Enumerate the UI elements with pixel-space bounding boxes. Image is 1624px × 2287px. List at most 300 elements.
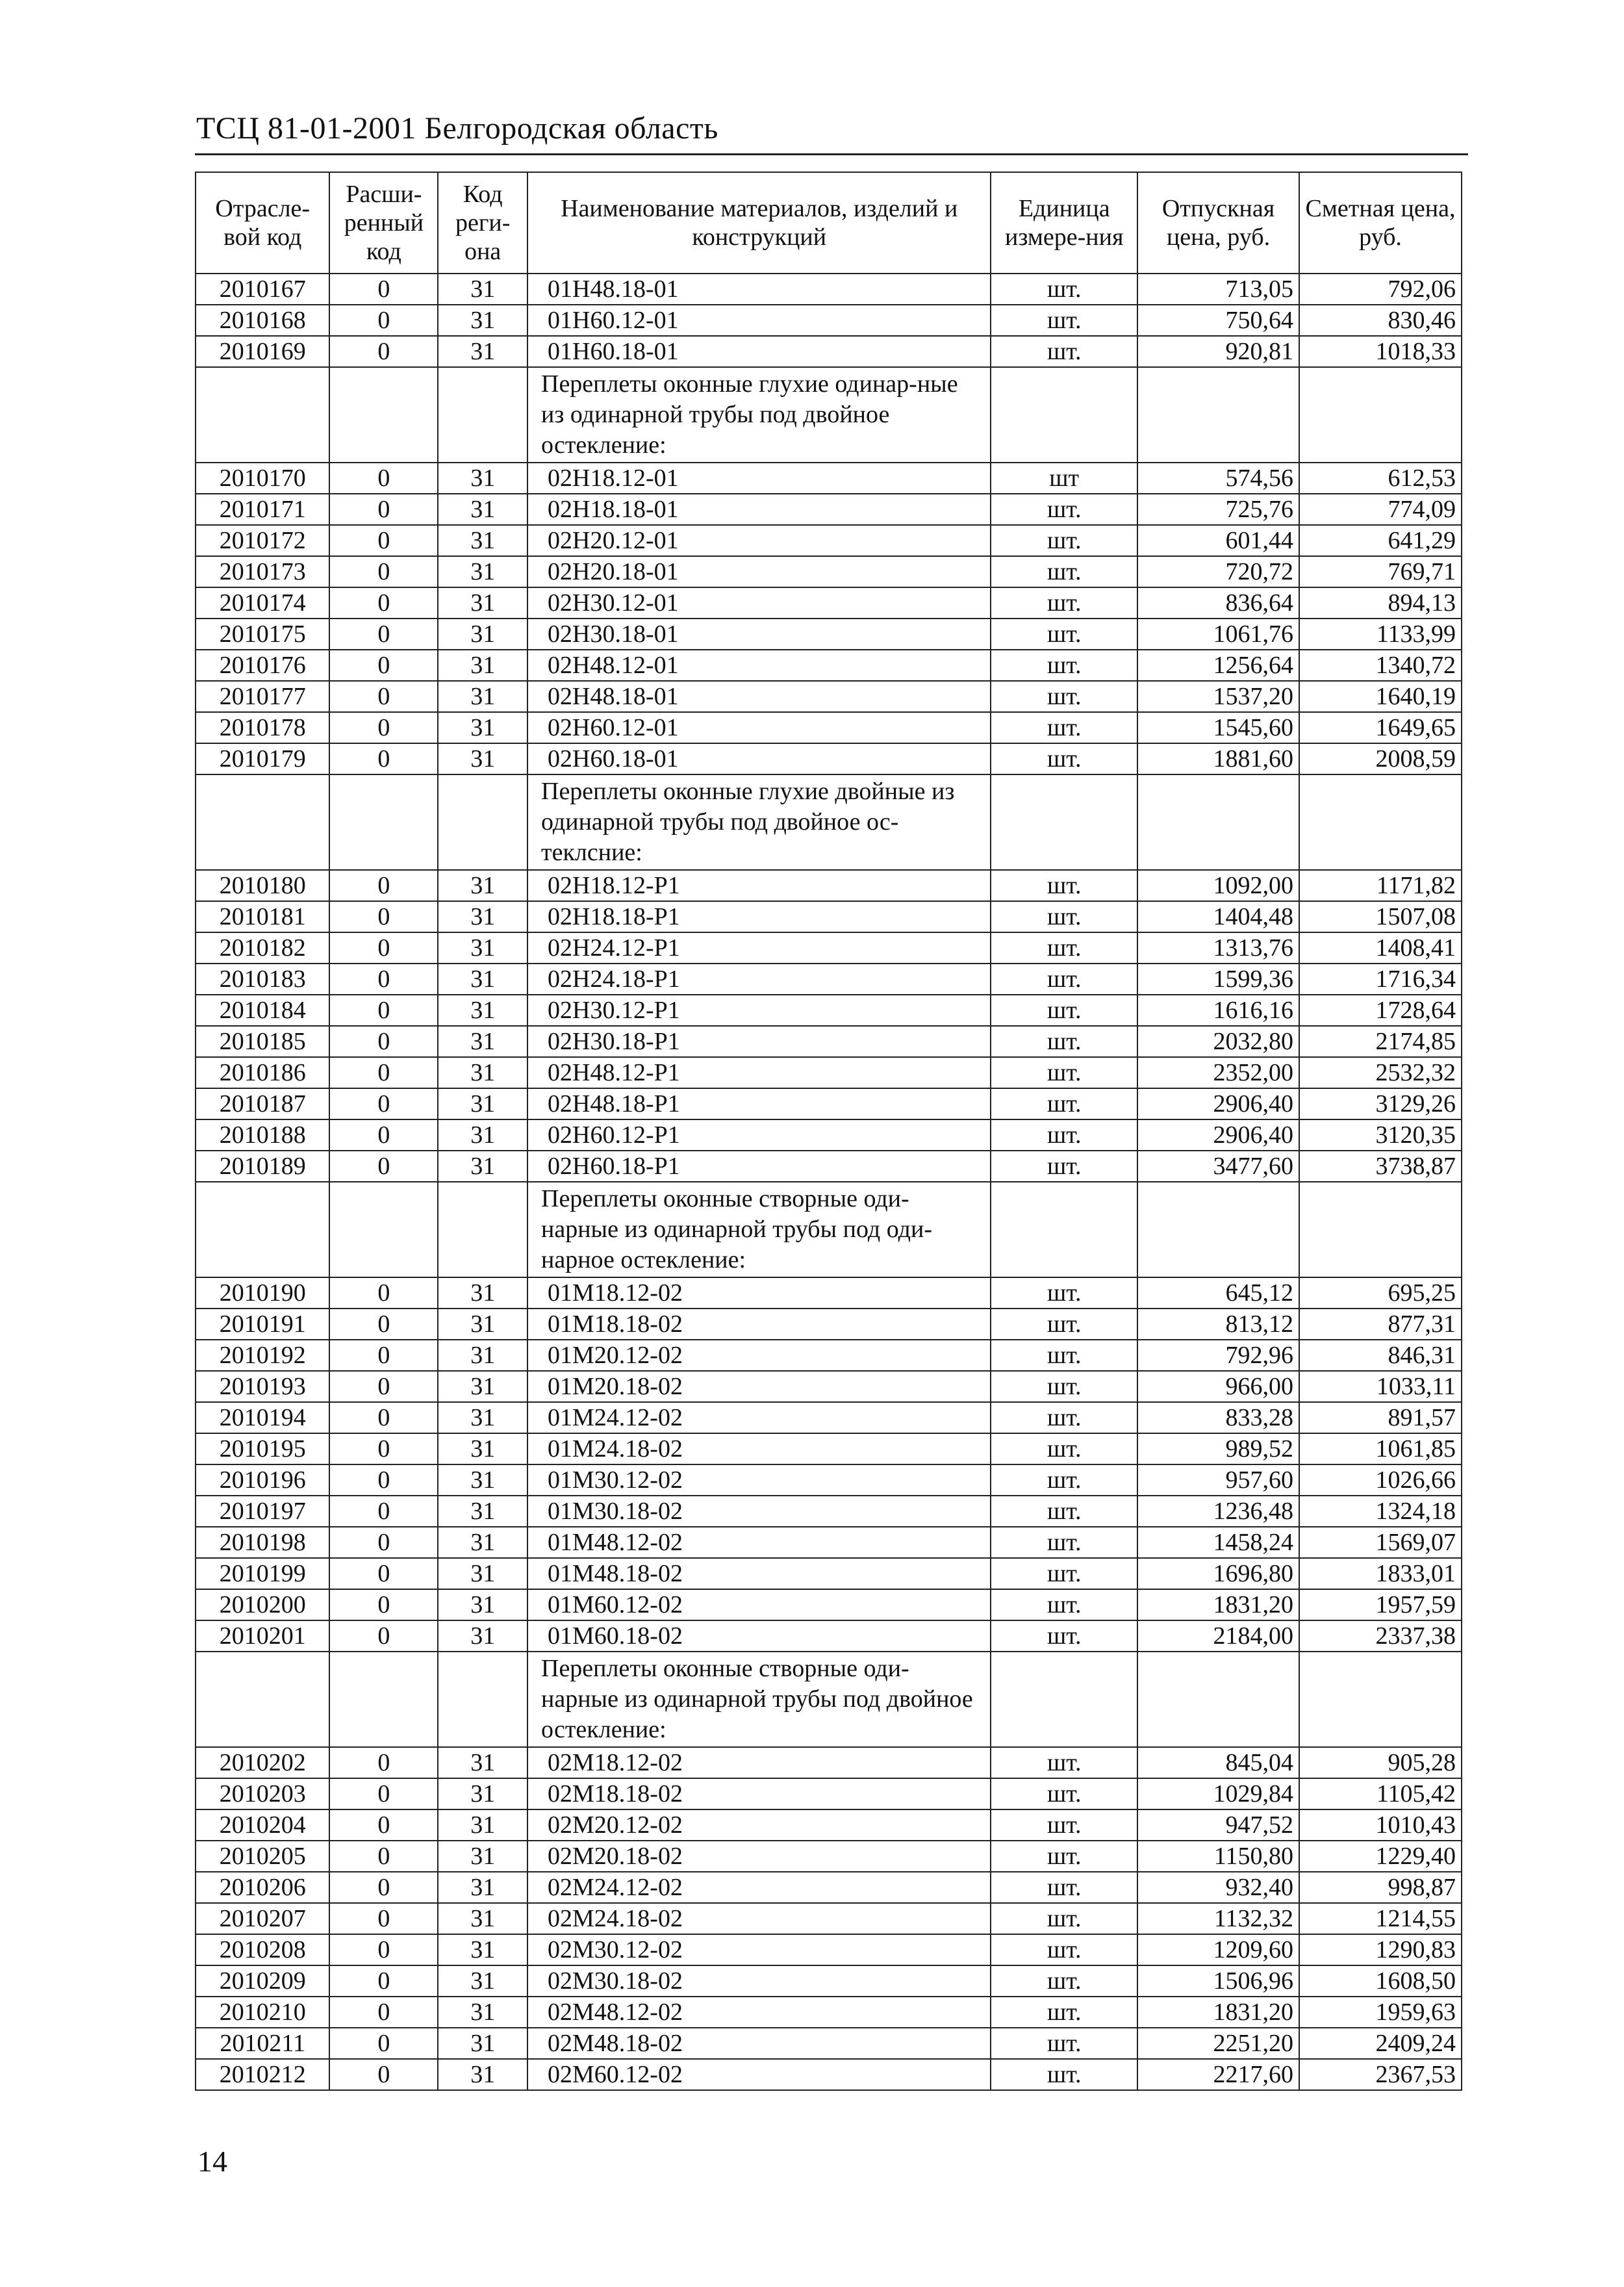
branch-code-cell: 2010167 [196,274,329,305]
column-header-release-price: Отпускная цена, руб. [1137,172,1299,274]
estimate-price-cell: 2532,32 [1299,1057,1462,1088]
unit-cell: шт. [991,1277,1137,1309]
release-price-cell: 720,72 [1137,556,1299,587]
table-row [196,336,1462,367]
branch-code-cell: 2010199 [196,1558,329,1589]
release-price-cell: 932,40 [1137,1872,1299,1903]
extended-code-cell: 0 [329,1903,438,1934]
unit-cell: шт. [991,2059,1137,2090]
release-price-cell: 1061,76 [1137,619,1299,650]
branch-code-cell: 2010203 [196,1778,329,1809]
table-row [196,1402,1462,1433]
unit-cell: шт. [991,1809,1137,1841]
extended-code-cell: 0 [329,1088,438,1119]
table-row [196,1088,1462,1119]
unit-cell: шт. [991,1558,1137,1589]
extended-code-cell: 0 [329,1997,438,2028]
table-body [196,274,1462,2090]
branch-code-cell: 2010201 [196,1620,329,1652]
table-row [196,1934,1462,1965]
table-row [196,1620,1462,1652]
unit-cell: шт. [991,1119,1137,1151]
extended-code-cell: 0 [329,2028,438,2059]
region-code-cell: 31 [438,1371,527,1402]
table-row [196,1464,1462,1496]
table-row [196,1026,1462,1057]
estimate-price-cell: 1957,59 [1299,1589,1462,1620]
estimate-price-cell: 891,57 [1299,1402,1462,1433]
section-heading: Переплеты оконные глухие одинар-ные из одинарной трубы под двойное остекление: [527,367,991,463]
material-name-cell: 01М60.18-02 [527,1620,991,1652]
material-name-cell: 02Н24.18-Р1 [527,964,991,995]
empty-cell [438,774,527,870]
table-row [196,1371,1462,1402]
extended-code-cell: 0 [329,1809,438,1841]
release-price-cell: 1092,00 [1137,870,1299,901]
extended-code-cell: 0 [329,1340,438,1371]
extended-code-cell: 0 [329,1934,438,1965]
table-row [196,305,1462,336]
branch-code-cell: 2010175 [196,619,329,650]
table-row [196,2059,1462,2090]
branch-code-cell: 2010207 [196,1903,329,1934]
estimate-price-cell: 3120,35 [1299,1119,1462,1151]
material-name-cell: 02М24.18-02 [527,1903,991,1934]
unit-cell: шт. [991,995,1137,1026]
release-price-cell: 1404,48 [1137,901,1299,932]
table-row [196,1872,1462,1903]
material-name-cell: 02М20.18-02 [527,1841,991,1872]
empty-cell [196,774,329,870]
empty-cell [438,1652,527,1747]
extended-code-cell: 0 [329,650,438,681]
region-code-cell: 31 [438,1464,527,1496]
region-code-cell: 31 [438,1778,527,1809]
empty-cell [1299,367,1462,463]
branch-code-cell: 2010188 [196,1119,329,1151]
unit-cell: шт. [991,1088,1137,1119]
empty-cell [1137,774,1299,870]
unit-cell: шт. [991,964,1137,995]
unit-cell: шт. [991,1309,1137,1340]
region-code-cell: 31 [438,1277,527,1309]
region-code-cell: 31 [438,932,527,964]
table-row [196,1277,1462,1309]
document-title: ТСЦ 81-01-2001 Белгородская область [196,111,718,146]
material-name-cell: 02М48.12-02 [527,1997,991,2028]
extended-code-cell: 0 [329,587,438,619]
estimate-price-cell: 1171,82 [1299,870,1462,901]
table-row [196,1841,1462,1872]
estimate-price-cell: 1507,08 [1299,901,1462,932]
estimate-price-cell: 1105,42 [1299,1778,1462,1809]
release-price-cell: 1831,20 [1137,1997,1299,2028]
material-name-cell: 02Н18.18-Р1 [527,901,991,932]
release-price-cell: 1458,24 [1137,1527,1299,1558]
region-code-cell: 31 [438,1340,527,1371]
material-name-cell: 02Н60.18-Р1 [527,1151,991,1182]
material-name-cell: 02М20.12-02 [527,1809,991,1841]
material-name-cell: 02М30.18-02 [527,1965,991,1997]
branch-code-cell: 2010183 [196,964,329,995]
release-price-cell: 750,64 [1137,305,1299,336]
table-row [196,712,1462,743]
estimate-price-cell: 1133,99 [1299,619,1462,650]
unit-cell: шт. [991,1620,1137,1652]
branch-code-cell: 2010202 [196,1747,329,1778]
unit-cell: шт. [991,901,1137,932]
material-name-cell: 01Н60.18-01 [527,336,991,367]
release-price-cell: 1256,64 [1137,650,1299,681]
empty-cell [1299,1182,1462,1277]
section-heading: Переплеты оконные створные оди-нарные из одинарной трубы под двойное остекление: [527,1652,991,1747]
unit-cell: шт. [991,1872,1137,1903]
unit-cell: шт. [991,336,1137,367]
empty-cell [196,1652,329,1747]
extended-code-cell: 0 [329,1589,438,1620]
region-code-cell: 31 [438,587,527,619]
branch-code-cell: 2010173 [196,556,329,587]
extended-code-cell: 0 [329,901,438,932]
release-price-cell: 1313,76 [1137,932,1299,964]
region-code-cell: 31 [438,1934,527,1965]
estimate-price-cell: 3129,26 [1299,1088,1462,1119]
material-name-cell: 02Н30.12-Р1 [527,995,991,1026]
extended-code-cell: 0 [329,1026,438,1057]
material-name-cell: 01Н48.18-01 [527,274,991,305]
estimate-price-cell: 612,53 [1299,463,1462,494]
material-name-cell: 01М30.18-02 [527,1496,991,1527]
unit-cell: шт. [991,1965,1137,1997]
table-row [196,2028,1462,2059]
release-price-cell: 947,52 [1137,1809,1299,1841]
estimate-price-cell: 1716,34 [1299,964,1462,995]
region-code-cell: 31 [438,1119,527,1151]
table-row [196,1340,1462,1371]
release-price-cell: 1881,60 [1137,743,1299,774]
material-name-cell: 02Н48.18-01 [527,681,991,712]
table-row [196,901,1462,932]
branch-code-cell: 2010208 [196,1934,329,1965]
region-code-cell: 31 [438,1809,527,1841]
table-row [196,1903,1462,1934]
estimate-price-cell: 1229,40 [1299,1841,1462,1872]
extended-code-cell: 0 [329,1151,438,1182]
release-price-cell: 845,04 [1137,1747,1299,1778]
region-code-cell: 31 [438,1841,527,1872]
table-row [196,587,1462,619]
empty-cell [991,774,1137,870]
table-row [196,525,1462,556]
extended-code-cell: 0 [329,274,438,305]
column-header-unit: Единица измере-ния [991,172,1137,274]
branch-code-cell: 2010174 [196,587,329,619]
extended-code-cell: 0 [329,494,438,525]
release-price-cell: 2352,00 [1137,1057,1299,1088]
unit-cell: шт. [991,1841,1137,1872]
release-price-cell: 1545,60 [1137,712,1299,743]
material-name-cell: 02Н24.12-Р1 [527,932,991,964]
empty-cell [1299,1652,1462,1747]
estimate-price-cell: 2174,85 [1299,1026,1462,1057]
material-name-cell: 01М30.12-02 [527,1464,991,1496]
column-header-region-code: Код реги-она [438,172,527,274]
estimate-price-cell: 1833,01 [1299,1558,1462,1589]
material-name-cell: 01М18.12-02 [527,1277,991,1309]
empty-cell [991,1652,1137,1747]
branch-code-cell: 2010180 [196,870,329,901]
estimate-price-cell: 3738,87 [1299,1151,1462,1182]
unit-cell: шт. [991,1151,1137,1182]
estimate-price-cell: 1290,83 [1299,1934,1462,1965]
empty-cell [438,367,527,463]
unit-cell: шт. [991,556,1137,587]
table-row [196,1589,1462,1620]
branch-code-cell: 2010189 [196,1151,329,1182]
estimate-price-cell: 1324,18 [1299,1496,1462,1527]
extended-code-cell: 0 [329,2059,438,2090]
extended-code-cell: 0 [329,1620,438,1652]
branch-code-cell: 2010190 [196,1277,329,1309]
material-name-cell: 02Н18.12-01 [527,463,991,494]
estimate-price-cell: 905,28 [1299,1747,1462,1778]
region-code-cell: 31 [438,1433,527,1464]
table-row [196,1747,1462,1778]
empty-cell [1137,1182,1299,1277]
table-row [196,556,1462,587]
extended-code-cell: 0 [329,743,438,774]
unit-cell: шт. [991,1402,1137,1433]
extended-code-cell: 0 [329,1965,438,1997]
branch-code-cell: 2010192 [196,1340,329,1371]
empty-cell [1137,367,1299,463]
material-name-cell: 02М30.12-02 [527,1934,991,1965]
material-name-cell: 02Н48.12-01 [527,650,991,681]
material-name-cell: 02Н30.12-01 [527,587,991,619]
material-name-cell: 01М20.12-02 [527,1340,991,1371]
region-code-cell: 31 [438,681,527,712]
material-name-cell: 01М24.18-02 [527,1433,991,1464]
material-name-cell: 02Н30.18-01 [527,619,991,650]
column-header-estimate-price: Сметная цена, руб. [1299,172,1462,274]
empty-cell [438,1182,527,1277]
estimate-price-cell: 1340,72 [1299,650,1462,681]
estimate-price-cell: 1061,85 [1299,1433,1462,1464]
estimate-price-cell: 792,06 [1299,274,1462,305]
unit-cell: шт. [991,274,1137,305]
section-row [196,1182,1462,1277]
empty-cell [196,367,329,463]
estimate-price-cell: 1033,11 [1299,1371,1462,1402]
region-code-cell: 31 [438,305,527,336]
extended-code-cell: 0 [329,1433,438,1464]
region-code-cell: 31 [438,1088,527,1119]
estimate-price-cell: 846,31 [1299,1340,1462,1371]
material-name-cell: 01Н60.12-01 [527,305,991,336]
empty-cell [196,1182,329,1277]
release-price-cell: 1537,20 [1137,681,1299,712]
material-name-cell: 02М18.12-02 [527,1747,991,1778]
region-code-cell: 31 [438,1589,527,1620]
material-name-cell: 02М60.12-02 [527,2059,991,2090]
release-price-cell: 1150,80 [1137,1841,1299,1872]
table-row [196,1433,1462,1464]
estimate-price-cell: 695,25 [1299,1277,1462,1309]
table-row [196,274,1462,305]
estimate-price-cell: 641,29 [1299,525,1462,556]
estimate-price-cell: 2409,24 [1299,2028,1462,2059]
release-price-cell: 1236,48 [1137,1496,1299,1527]
extended-code-cell: 0 [329,1778,438,1809]
material-name-cell: 02М24.12-02 [527,1872,991,1903]
extended-code-cell: 0 [329,305,438,336]
branch-code-cell: 2010194 [196,1402,329,1433]
release-price-cell: 601,44 [1137,525,1299,556]
section-row [196,367,1462,463]
material-name-cell: 02Н18.12-Р1 [527,870,991,901]
region-code-cell: 31 [438,901,527,932]
unit-cell: шт. [991,712,1137,743]
branch-code-cell: 2010198 [196,1527,329,1558]
material-name-cell: 01М18.18-02 [527,1309,991,1340]
material-name-cell: 02Н20.12-01 [527,525,991,556]
unit-cell: шт [991,463,1137,494]
region-code-cell: 31 [438,1747,527,1778]
region-code-cell: 31 [438,964,527,995]
material-name-cell: 02Н20.18-01 [527,556,991,587]
unit-cell: шт. [991,1589,1137,1620]
branch-code-cell: 2010196 [196,1464,329,1496]
region-code-cell: 31 [438,1558,527,1589]
region-code-cell: 31 [438,619,527,650]
branch-code-cell: 2010200 [196,1589,329,1620]
region-code-cell: 31 [438,1057,527,1088]
extended-code-cell: 0 [329,1496,438,1527]
extended-code-cell: 0 [329,995,438,1026]
section-heading: Переплеты оконные глухие двойные из одинарной трубы под двойное ос-теклcние: [527,774,991,870]
unit-cell: шт. [991,743,1137,774]
estimate-price-cell: 1018,33 [1299,336,1462,367]
branch-code-cell: 2010193 [196,1371,329,1402]
extended-code-cell: 0 [329,1558,438,1589]
branch-code-cell: 2010209 [196,1965,329,1997]
unit-cell: шт. [991,1340,1137,1371]
table-row [196,681,1462,712]
material-name-cell: 02Н48.18-Р1 [527,1088,991,1119]
empty-cell [329,774,438,870]
estimate-price-cell: 769,71 [1299,556,1462,587]
release-price-cell: 1599,36 [1137,964,1299,995]
unit-cell: шт. [991,1464,1137,1496]
empty-cell [1137,1652,1299,1747]
column-header-branch-code: Отрасле-вой код [196,172,329,274]
table-row [196,1151,1462,1182]
extended-code-cell: 0 [329,619,438,650]
estimate-price-cell: 1608,50 [1299,1965,1462,1997]
branch-code-cell: 2010191 [196,1309,329,1340]
column-header-name: Наименование материалов, изделий и конструкций [527,172,991,274]
branch-code-cell: 2010171 [196,494,329,525]
branch-code-cell: 2010187 [196,1088,329,1119]
branch-code-cell: 2010212 [196,2059,329,2090]
region-code-cell: 31 [438,274,527,305]
region-code-cell: 31 [438,1527,527,1558]
release-price-cell: 2251,20 [1137,2028,1299,2059]
extended-code-cell: 0 [329,712,438,743]
branch-code-cell: 2010169 [196,336,329,367]
table-row [196,1309,1462,1340]
branch-code-cell: 2010178 [196,712,329,743]
branch-code-cell: 2010184 [196,995,329,1026]
region-code-cell: 31 [438,1872,527,1903]
section-row [196,1652,1462,1747]
empty-cell [991,1182,1137,1277]
table-row [196,1527,1462,1558]
region-code-cell: 31 [438,525,527,556]
table-row [196,1809,1462,1841]
unit-cell: шт. [991,870,1137,901]
region-code-cell: 31 [438,1402,527,1433]
table-row [196,932,1462,964]
material-name-cell: 02Н60.18-01 [527,743,991,774]
branch-code-cell: 2010197 [196,1496,329,1527]
table-row [196,1119,1462,1151]
material-name-cell: 02Н48.12-Р1 [527,1057,991,1088]
release-price-cell: 713,05 [1137,274,1299,305]
region-code-cell: 31 [438,1965,527,1997]
table-row [196,1997,1462,2028]
estimate-price-cell: 877,31 [1299,1309,1462,1340]
estimate-price-cell: 830,46 [1299,305,1462,336]
extended-code-cell: 0 [329,1841,438,1872]
region-code-cell: 31 [438,743,527,774]
unit-cell: шт. [991,525,1137,556]
release-price-cell: 2906,40 [1137,1119,1299,1151]
unit-cell: шт. [991,1778,1137,1809]
branch-code-cell: 2010205 [196,1841,329,1872]
branch-code-cell: 2010195 [196,1433,329,1464]
material-name-cell: 01М60.12-02 [527,1589,991,1620]
release-price-cell: 813,12 [1137,1309,1299,1340]
release-price-cell: 1831,20 [1137,1589,1299,1620]
material-name-cell: 02Н18.18-01 [527,494,991,525]
branch-code-cell: 2010182 [196,932,329,964]
estimate-price-cell: 1408,41 [1299,932,1462,964]
material-name-cell: 02М48.18-02 [527,2028,991,2059]
release-price-cell: 966,00 [1137,1371,1299,1402]
release-price-cell: 989,52 [1137,1433,1299,1464]
empty-cell [329,1182,438,1277]
material-name-cell: 02Н60.12-Р1 [527,1119,991,1151]
region-code-cell: 31 [438,463,527,494]
material-name-cell: 01М48.18-02 [527,1558,991,1589]
branch-code-cell: 2010204 [196,1809,329,1841]
extended-code-cell: 0 [329,525,438,556]
extended-code-cell: 0 [329,870,438,901]
branch-code-cell: 2010168 [196,305,329,336]
table-row [196,619,1462,650]
branch-code-cell: 2010170 [196,463,329,494]
empty-cell [991,367,1137,463]
table-row [196,650,1462,681]
region-code-cell: 31 [438,870,527,901]
material-name-cell: 01М20.18-02 [527,1371,991,1402]
region-code-cell: 31 [438,2059,527,2090]
table-row [196,1778,1462,1809]
region-code-cell: 31 [438,494,527,525]
table-row [196,964,1462,995]
extended-code-cell: 0 [329,964,438,995]
